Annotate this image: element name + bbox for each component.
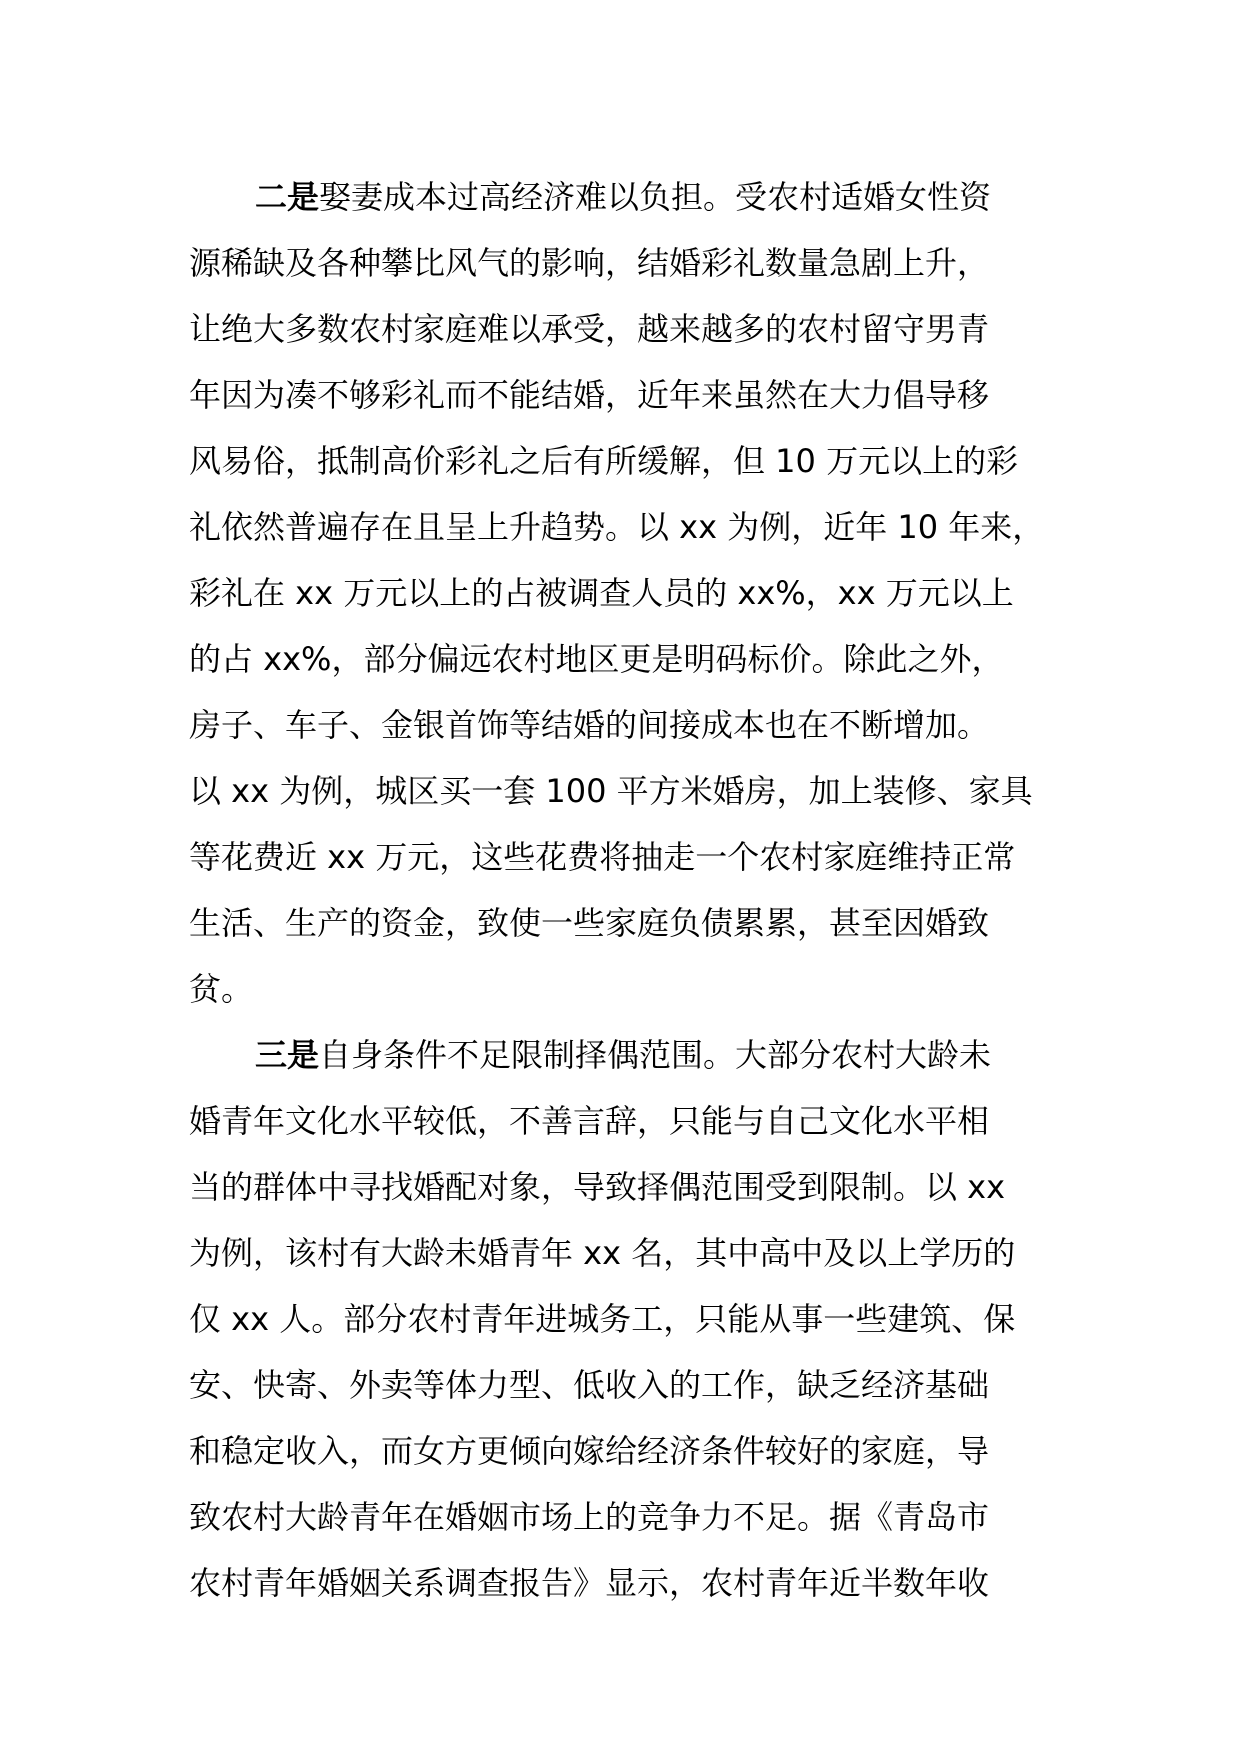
paragraph-line: 的占 xx%，部分偏远农村地区更是明码标价。除此之外，	[189, 640, 1004, 678]
paragraph-lead: 二是	[255, 178, 320, 216]
paragraph-line: 农村青年婚姻关系调查报告》显示，农村青年近半数年收	[189, 1564, 990, 1602]
paragraph-line: 等花费近 xx 万元，这些花费将抽走一个农村家庭维持正常	[189, 838, 1016, 876]
paragraph-text: 娶妻成本过高经济难以负担。受农村适婚女性资	[319, 178, 992, 216]
paragraph-line: 仅 xx 人。部分农村青年进城务工，只能从事一些建筑、保	[189, 1300, 1016, 1338]
paragraph-line: 源稀缺及各种攀比风气的影响，结婚彩礼数量急剧上升，	[189, 244, 990, 282]
paragraph-line: 为例，该村有大龄未婚青年 xx 名，其中高中及以上学历的	[189, 1234, 1016, 1272]
paragraph-text: 自身条件不足限制择偶范围。大部分农村大龄未	[319, 1036, 992, 1074]
paragraph-line	[189, 164, 1061, 230]
paragraph-line: 彩礼在 xx 万元以上的占被调查人员的 xx%，xx 万元以上	[189, 574, 1014, 612]
paragraph-line: 婚青年文化水平较低，不善言辞，只能与自己文化水平相	[189, 1102, 990, 1140]
paragraph-line: 安、快寄、外卖等体力型、低收入的工作，缺乏经济基础	[189, 1366, 990, 1404]
paragraph-line: 风易俗，抵制高价彩礼之后有所缓解，但 10 万元以上的彩	[189, 442, 1019, 480]
paragraph-line: 当的群体中寻找婚配对象，导致择偶范围受到限制。以 xx	[189, 1168, 1006, 1206]
document-body	[189, 164, 1061, 1616]
paragraph-3	[189, 1022, 1061, 1616]
paragraph-line: 年因为凑不够彩礼而不能结婚，近年来虽然在大力倡导移	[189, 376, 990, 414]
paragraph-line: 让绝大多数农村家庭难以承受，越来越多的农村留守男青	[189, 310, 990, 348]
paragraph-line: 房子、车子、金银首饰等结婚的间接成本也在不断增加。	[189, 706, 990, 744]
paragraph-line: 礼依然普遍存在且呈上升趋势。以 xx 为例，近年 10 年来，	[189, 508, 1045, 546]
paragraph-line: 致农村大龄青年在婚姻市场上的竞争力不足。据《青岛市	[189, 1498, 990, 1536]
paragraph-lead: 三是	[255, 1036, 320, 1074]
paragraph-line: 和稳定收入，而女方更倾向嫁给经济条件较好的家庭，导	[189, 1432, 990, 1470]
paragraph-2	[189, 164, 1061, 1022]
paragraph-line: 贫。	[189, 970, 254, 1008]
paragraph-line: 以 xx 为例，城区买一套 100 平方米婚房，加上装修、家具	[189, 772, 1033, 810]
paragraph-line	[189, 1022, 1061, 1088]
paragraph-line: 生活、生产的资金，致使一些家庭负债累累，甚至因婚致	[189, 904, 990, 942]
